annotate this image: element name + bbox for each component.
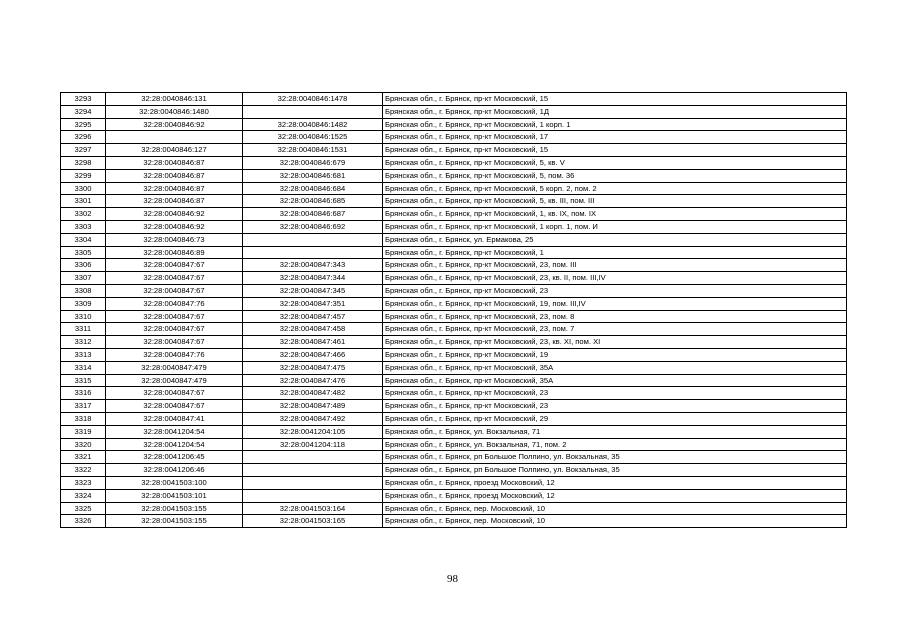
premises-cadastral-number-cell: 32:28:0040847:466: [243, 348, 383, 361]
table-row: [61, 451, 847, 464]
premises-cadastral-number-cell: 32:28:0040846:684: [243, 182, 383, 195]
premises-cadastral-number-cell: 32:28:0040847:461: [243, 336, 383, 349]
premises-cadastral-number-cell: 32:28:0040847:482: [243, 387, 383, 400]
premises-cadastral-number-cell: 32:28:0041503:164: [243, 502, 383, 515]
address-cell: Брянская обл., г. Брянск, ул. Вокзальная, 71, пом. 2: [383, 438, 847, 451]
premises-cadastral-number-cell: 32:28:0040847:489: [243, 400, 383, 413]
row-number-cell: 3315: [61, 374, 106, 387]
address-cell: Брянская обл., г. Брянск, пр-кт Московский, 5 корп. 2, пом. 2: [383, 182, 847, 195]
cadastral-number-cell: 32:28:0040847:76: [106, 348, 243, 361]
cadastral-number-cell: 32:28:0040846:87: [106, 195, 243, 208]
table-row: [61, 169, 847, 182]
address-cell: Брянская обл., г. Брянск, пер. Московский, 10: [383, 502, 847, 515]
table-row: [61, 182, 847, 195]
cadastral-number-cell: 32:28:0040846:131: [106, 93, 243, 106]
cadastral-number-cell: 32:28:0041206:45: [106, 451, 243, 464]
row-number-cell: 3318: [61, 412, 106, 425]
address-cell: Брянская обл., г. Брянск, пр-кт Московский, 15: [383, 144, 847, 157]
row-number-cell: 3301: [61, 195, 106, 208]
premises-cadastral-number-cell: 32:28:0040846:681: [243, 169, 383, 182]
address-cell: Брянская обл., г. Брянск, пр-кт Московский, 15: [383, 93, 847, 106]
table-row: [61, 425, 847, 438]
address-cell: Брянская обл., г. Брянск, рп Большое Полпино, ул. Вокзальная, 35: [383, 451, 847, 464]
cadastral-number-cell: 32:28:0040847:67: [106, 284, 243, 297]
cadastral-number-cell: 32:28:0041204:54: [106, 438, 243, 451]
table-row: [61, 438, 847, 451]
premises-cadastral-number-cell: 32:28:0041204:105: [243, 425, 383, 438]
premises-cadastral-number-cell: 32:28:0040847:344: [243, 272, 383, 285]
premises-cadastral-number-cell: 32:28:0040847:475: [243, 361, 383, 374]
address-cell: Брянская обл., г. Брянск, пр-кт Московский, 23, пом. 8: [383, 310, 847, 323]
premises-cadastral-number-cell: [243, 105, 383, 118]
cadastral-number-cell: 32:28:0040847:479: [106, 374, 243, 387]
cadastral-number-cell: 32:28:0041204:54: [106, 425, 243, 438]
table-row: [61, 412, 847, 425]
table-row: [61, 93, 847, 106]
row-number-cell: 3326: [61, 515, 106, 528]
premises-cadastral-number-cell: 32:28:0040847:343: [243, 259, 383, 272]
row-number-cell: 3314: [61, 361, 106, 374]
premises-cadastral-number-cell: 32:28:0041204:118: [243, 438, 383, 451]
table-row: [61, 105, 847, 118]
cadastral-number-cell: 32:28:0041503:100: [106, 476, 243, 489]
premises-cadastral-number-cell: [243, 233, 383, 246]
row-number-cell: 3305: [61, 246, 106, 259]
table-row: [61, 220, 847, 233]
address-cell: Брянская обл., г. Брянск, пр-кт Московский, 1 корп. 1: [383, 118, 847, 131]
cadastral-number-cell: 32:28:0040846:92: [106, 208, 243, 221]
cadastral-registry-table: [60, 92, 847, 528]
table-row: [61, 297, 847, 310]
address-cell: Брянская обл., г. Брянск, пр-кт Московский, 17: [383, 131, 847, 144]
row-number-cell: 3295: [61, 118, 106, 131]
address-cell: Брянская обл., г. Брянск, пр-кт Московский, 1 корп. 1, пом. И: [383, 220, 847, 233]
row-number-cell: 3311: [61, 323, 106, 336]
table-row: [61, 464, 847, 477]
premises-cadastral-number-cell: [243, 246, 383, 259]
cadastral-number-cell: 32:28:0040847:67: [106, 310, 243, 323]
table-row: [61, 476, 847, 489]
row-number-cell: 3293: [61, 93, 106, 106]
address-cell: Брянская обл., г. Брянск, пр-кт Московский, 5, кв. V: [383, 156, 847, 169]
row-number-cell: 3297: [61, 144, 106, 157]
cadastral-number-cell: 32:28:0040847:67: [106, 272, 243, 285]
address-cell: Брянская обл., г. Брянск, пр-кт Московский, 35А: [383, 374, 847, 387]
premises-cadastral-number-cell: 32:28:0040846:692: [243, 220, 383, 233]
cadastral-number-cell: 32:28:0040847:67: [106, 387, 243, 400]
row-number-cell: 3310: [61, 310, 106, 323]
row-number-cell: 3302: [61, 208, 106, 221]
table-row: [61, 400, 847, 413]
table-row: [61, 515, 847, 528]
address-cell: Брянская обл., г. Брянск, пр-кт Московский, 35А: [383, 361, 847, 374]
cadastral-number-cell: 32:28:0040847:67: [106, 400, 243, 413]
address-cell: Брянская обл., г. Брянск, пр-кт Московский, 5, кв. III, пом. III: [383, 195, 847, 208]
cadastral-number-cell: 32:28:0040846:87: [106, 156, 243, 169]
premises-cadastral-number-cell: [243, 489, 383, 502]
address-cell: Брянская обл., г. Брянск, пр-кт Московский, 19, пом. III,IV: [383, 297, 847, 310]
row-number-cell: 3294: [61, 105, 106, 118]
cadastral-number-cell: 32:28:0040846:92: [106, 220, 243, 233]
premises-cadastral-number-cell: 32:28:0040846:1482: [243, 118, 383, 131]
address-cell: Брянская обл., г. Брянск, пр-кт Московский, 23, кв. XI, пом. XI: [383, 336, 847, 349]
premises-cadastral-number-cell: [243, 451, 383, 464]
premises-cadastral-number-cell: 32:28:0040847:351: [243, 297, 383, 310]
premises-cadastral-number-cell: 32:28:0040846:1478: [243, 93, 383, 106]
cadastral-number-cell: 32:28:0040847:67: [106, 323, 243, 336]
address-cell: Брянская обл., г. Брянск, проезд Московский, 12: [383, 476, 847, 489]
address-cell: Брянская обл., г. Брянск, пер. Московский, 10: [383, 515, 847, 528]
table-row: [61, 118, 847, 131]
address-cell: Брянская обл., г. Брянск, пр-кт Московский, 1: [383, 246, 847, 259]
address-cell: Брянская обл., г. Брянск, проезд Московский, 12: [383, 489, 847, 502]
cadastral-number-cell: 32:28:0040846:89: [106, 246, 243, 259]
table-row: [61, 131, 847, 144]
table-row: [61, 336, 847, 349]
row-number-cell: 3299: [61, 169, 106, 182]
table-row: [61, 502, 847, 515]
page-number: 98: [447, 573, 458, 585]
premises-cadastral-number-cell: 32:28:0040847:458: [243, 323, 383, 336]
table-row: [61, 156, 847, 169]
row-number-cell: 3303: [61, 220, 106, 233]
row-number-cell: 3317: [61, 400, 106, 413]
table-row: [61, 233, 847, 246]
premises-cadastral-number-cell: 32:28:0040847:492: [243, 412, 383, 425]
address-cell: Брянская обл., г. Брянск, пр-кт Московский, 1Д: [383, 105, 847, 118]
cadastral-number-cell: 32:28:0040847:76: [106, 297, 243, 310]
premises-cadastral-number-cell: 32:28:0040846:1525: [243, 131, 383, 144]
row-number-cell: 3325: [61, 502, 106, 515]
table-row: [61, 246, 847, 259]
row-number-cell: 3324: [61, 489, 106, 502]
address-cell: Брянская обл., г. Брянск, пр-кт Московский, 23: [383, 284, 847, 297]
table-row: [61, 348, 847, 361]
row-number-cell: 3309: [61, 297, 106, 310]
table-row: [61, 195, 847, 208]
address-cell: Брянская обл., г. Брянск, рп Большое Полпино, ул. Вокзальная, 35: [383, 464, 847, 477]
table-row: [61, 374, 847, 387]
address-cell: Брянская обл., г. Брянск, пр-кт Московский, 23: [383, 400, 847, 413]
premises-cadastral-number-cell: 32:28:0040846:679: [243, 156, 383, 169]
address-cell: Брянская обл., г. Брянск, пр-кт Московский, 23, пом. 7: [383, 323, 847, 336]
premises-cadastral-number-cell: 32:28:0040847:457: [243, 310, 383, 323]
premises-cadastral-number-cell: 32:28:0040846:687: [243, 208, 383, 221]
table-row: [61, 323, 847, 336]
row-number-cell: 3313: [61, 348, 106, 361]
row-number-cell: 3312: [61, 336, 106, 349]
address-cell: Брянская обл., г. Брянск, пр-кт Московский, 23, кв. II, пом. III,IV: [383, 272, 847, 285]
address-cell: Брянская обл., г. Брянск, пр-кт Московский, 5, пом. 36: [383, 169, 847, 182]
table-row: [61, 310, 847, 323]
cadastral-number-cell: 32:28:0040846:87: [106, 182, 243, 195]
cadastral-number-cell: 32:28:0040847:41: [106, 412, 243, 425]
row-number-cell: 3296: [61, 131, 106, 144]
table-row: [61, 489, 847, 502]
cadastral-number-cell: 32:28:0041206:46: [106, 464, 243, 477]
row-number-cell: 3321: [61, 451, 106, 464]
premises-cadastral-number-cell: [243, 464, 383, 477]
premises-cadastral-number-cell: [243, 476, 383, 489]
cadastral-number-cell: 32:28:0041503:155: [106, 502, 243, 515]
row-number-cell: 3323: [61, 476, 106, 489]
address-cell: Брянская обл., г. Брянск, пр-кт Московский, 23, пом. III: [383, 259, 847, 272]
row-number-cell: 3308: [61, 284, 106, 297]
cadastral-number-cell: 32:28:0041503:155: [106, 515, 243, 528]
address-cell: Брянская обл., г. Брянск, пр-кт Московский, 1, кв. IX, пом. IX: [383, 208, 847, 221]
row-number-cell: 3300: [61, 182, 106, 195]
address-cell: Брянская обл., г. Брянск, пр-кт Московский, 29: [383, 412, 847, 425]
cadastral-number-cell: 32:28:0040847:67: [106, 336, 243, 349]
row-number-cell: 3306: [61, 259, 106, 272]
row-number-cell: 3307: [61, 272, 106, 285]
address-cell: Брянская обл., г. Брянск, ул. Вокзальная, 71: [383, 425, 847, 438]
cadastral-number-cell: 32:28:0041503:101: [106, 489, 243, 502]
table-row: [61, 361, 847, 374]
cadastral-number-cell: 32:28:0040846:127: [106, 144, 243, 157]
cadastral-number-cell: 32:28:0040846:87: [106, 169, 243, 182]
table-row: [61, 284, 847, 297]
cadastral-number-cell: 32:28:0040846:1480: [106, 105, 243, 118]
table-row: [61, 259, 847, 272]
row-number-cell: 3298: [61, 156, 106, 169]
cadastral-number-cell: 32:28:0040847:479: [106, 361, 243, 374]
premises-cadastral-number-cell: 32:28:0040846:1531: [243, 144, 383, 157]
premises-cadastral-number-cell: 32:28:0040847:476: [243, 374, 383, 387]
address-cell: Брянская обл., г. Брянск, ул. Ермакова, 25: [383, 233, 847, 246]
address-cell: Брянская обл., г. Брянск, пр-кт Московский, 23: [383, 387, 847, 400]
cadastral-number-cell: 32:28:0040847:67: [106, 259, 243, 272]
table-row: [61, 387, 847, 400]
row-number-cell: 3319: [61, 425, 106, 438]
premises-cadastral-number-cell: 32:28:0040846:685: [243, 195, 383, 208]
row-number-cell: 3322: [61, 464, 106, 477]
cadastral-number-cell: [106, 131, 243, 144]
address-cell: Брянская обл., г. Брянск, пр-кт Московский, 19: [383, 348, 847, 361]
row-number-cell: 3316: [61, 387, 106, 400]
table-row: [61, 144, 847, 157]
row-number-cell: 3320: [61, 438, 106, 451]
premises-cadastral-number-cell: 32:28:0041503:165: [243, 515, 383, 528]
cadastral-number-cell: 32:28:0040846:73: [106, 233, 243, 246]
registry-table-body: [61, 93, 847, 528]
row-number-cell: 3304: [61, 233, 106, 246]
cadastral-number-cell: 32:28:0040846:92: [106, 118, 243, 131]
table-row: [61, 272, 847, 285]
table-row: [61, 208, 847, 221]
premises-cadastral-number-cell: 32:28:0040847:345: [243, 284, 383, 297]
